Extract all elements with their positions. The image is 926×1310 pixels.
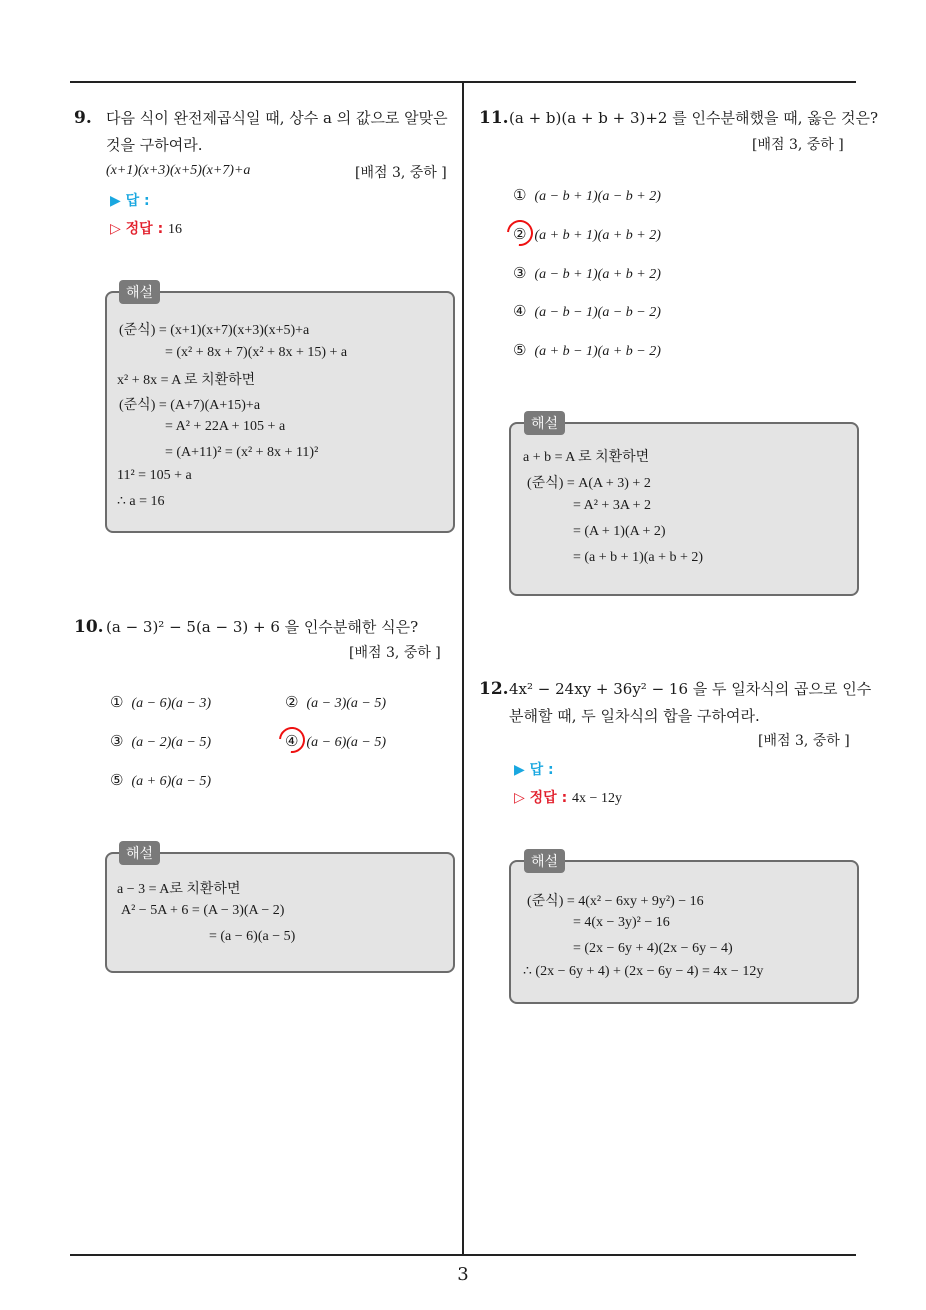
choice-number: ① xyxy=(110,693,124,711)
choice-number: ④ xyxy=(285,732,299,750)
question-text: (a − 3)² − 5(a − 3) + 6 을 인수분해한 식은? xyxy=(106,618,419,636)
choice-text: (a − 3)(a − 5) xyxy=(306,696,386,711)
solution-line: = (a + b + 1)(a + b + 2) xyxy=(573,550,704,565)
solution-line: A² − 5A + 6 = (A − 3)(A − 2) xyxy=(121,903,285,918)
choice-5[interactable] xyxy=(110,771,211,790)
choice-text: (a + b − 1)(a + b − 2) xyxy=(534,344,661,359)
choice-text: (a − b + 1)(a + b + 2) xyxy=(534,267,661,282)
column-divider xyxy=(462,83,464,1256)
solution-line: (준식) = (A+7)(A+15)+a xyxy=(119,398,261,413)
correct-label: ▷ 정답 : xyxy=(110,221,164,237)
score-meta: [배점 3, 중하 ] xyxy=(758,733,850,749)
correct-label: ▷ 정답 : xyxy=(514,790,568,806)
score-meta: [배점 3, 중하 ] xyxy=(355,165,447,181)
question-text: 다음 식이 완전제곱식일 때, 상수 a 의 값으로 알맞은 xyxy=(106,109,448,127)
score-meta: [배점 3, 중하 ] xyxy=(752,137,844,153)
solution-line: = A² + 22A + 105 + a xyxy=(165,419,286,434)
solution-line: (준식) = A(A + 3) + 2 xyxy=(527,476,651,491)
question-number: 11. xyxy=(479,108,509,128)
correct-value: 4x − 12y xyxy=(572,791,622,806)
solution-box xyxy=(105,852,455,973)
solution-line: 11² = 105 + a xyxy=(117,468,192,483)
choice-text: (a − b − 1)(a − b − 2) xyxy=(534,305,661,320)
solution-box xyxy=(509,422,859,596)
correct-value: 16 xyxy=(168,222,183,237)
choice-text: (a − b + 1)(a − b + 2) xyxy=(534,189,661,204)
solution-line: = (A + 1)(A + 2) xyxy=(573,524,666,539)
choice-number: ⑤ xyxy=(513,341,527,359)
question-text: (a + b)(a + b + 3)+2 를 인수분해했을 때, 옳은 것은? xyxy=(509,109,878,127)
choice-3[interactable] xyxy=(110,732,211,751)
question-expression: (x+1)(x+3)(x+5)(x+7)+a xyxy=(106,163,251,178)
choice-number: ③ xyxy=(110,732,124,750)
solution-tag: 해설 xyxy=(119,841,160,865)
solution-tag: 해설 xyxy=(524,849,565,873)
choice-2[interactable] xyxy=(513,225,661,244)
solution-line: (준식) = (x+1)(x+7)(x+3)(x+5)+a xyxy=(119,323,310,338)
question-number: 9. xyxy=(74,108,92,128)
question-text: 4x² − 24xy + 36y² − 16 을 두 일차식의 곱으로 인수 xyxy=(509,680,872,698)
solution-line: ∴ (2x − 6y + 4) + (2x − 6y − 4) = 4x − 12y xyxy=(523,964,764,979)
solution-line: = 4(x − 3y)² − 16 xyxy=(573,915,670,930)
question-number: 12. xyxy=(479,679,509,699)
score-meta: [배점 3, 중하 ] xyxy=(349,645,441,661)
choice-1[interactable] xyxy=(513,186,661,205)
question-text: 분해할 때, 두 일차식의 합을 구하여라. xyxy=(509,707,760,725)
solution-box xyxy=(509,860,859,1004)
choice-number: ④ xyxy=(513,302,527,320)
choice-1[interactable] xyxy=(110,693,211,712)
solution-line: ∴ a = 16 xyxy=(117,494,165,509)
solution-tag: 해설 xyxy=(119,280,160,304)
solution-line: x² + 8x = A 로 치환하면 xyxy=(117,373,256,388)
correct-answer xyxy=(110,218,182,238)
choice-text: (a + b + 1)(a + b + 2) xyxy=(534,228,661,243)
choice-number: ② xyxy=(285,693,299,711)
selected-answer-mark xyxy=(502,215,539,252)
correct-answer xyxy=(514,787,622,807)
solution-line: a − 3 = A로 치환하면 xyxy=(117,882,241,897)
solution-line: = (a − 6)(a − 5) xyxy=(209,929,296,944)
solution-line: = (x² + 8x + 7)(x² + 8x + 15) + a xyxy=(165,345,348,360)
solution-box xyxy=(105,291,455,533)
selected-answer-mark xyxy=(274,722,311,759)
page-number: 3 xyxy=(457,1264,469,1285)
choice-3[interactable] xyxy=(513,264,661,283)
solution-line: a + b = A 로 치환하면 xyxy=(523,450,650,465)
answer-input[interactable]: ▶ 답 : xyxy=(110,193,150,209)
answer-input[interactable]: ▶ 답 : xyxy=(514,762,554,778)
bottom-rule xyxy=(70,1254,856,1256)
choice-text: (a − 6)(a − 5) xyxy=(306,735,386,750)
choice-text: (a + 6)(a − 5) xyxy=(131,774,211,789)
solution-line: = (2x − 6y + 4)(2x − 6y − 4) xyxy=(573,941,733,956)
question-text: 것을 구하여라. xyxy=(106,136,203,154)
solution-tag: 해설 xyxy=(524,411,565,435)
solution-line: = A² + 3A + 2 xyxy=(573,498,652,513)
choice-text: (a − 2)(a − 5) xyxy=(131,735,211,750)
choice-5[interactable] xyxy=(513,341,661,360)
choice-number: ② xyxy=(513,225,527,243)
choice-number: ① xyxy=(513,186,527,204)
choice-2[interactable] xyxy=(285,693,386,712)
solution-line: = (A+11)² = (x² + 8x + 11)² xyxy=(165,445,319,460)
choice-4[interactable] xyxy=(513,302,661,321)
choice-text: (a − 6)(a − 3) xyxy=(131,696,211,711)
solution-line: (준식) = 4(x² − 6xy + 9y²) − 16 xyxy=(527,894,704,909)
choice-number: ③ xyxy=(513,264,527,282)
question-number: 10. xyxy=(74,617,104,637)
choice-number: ⑤ xyxy=(110,771,124,789)
